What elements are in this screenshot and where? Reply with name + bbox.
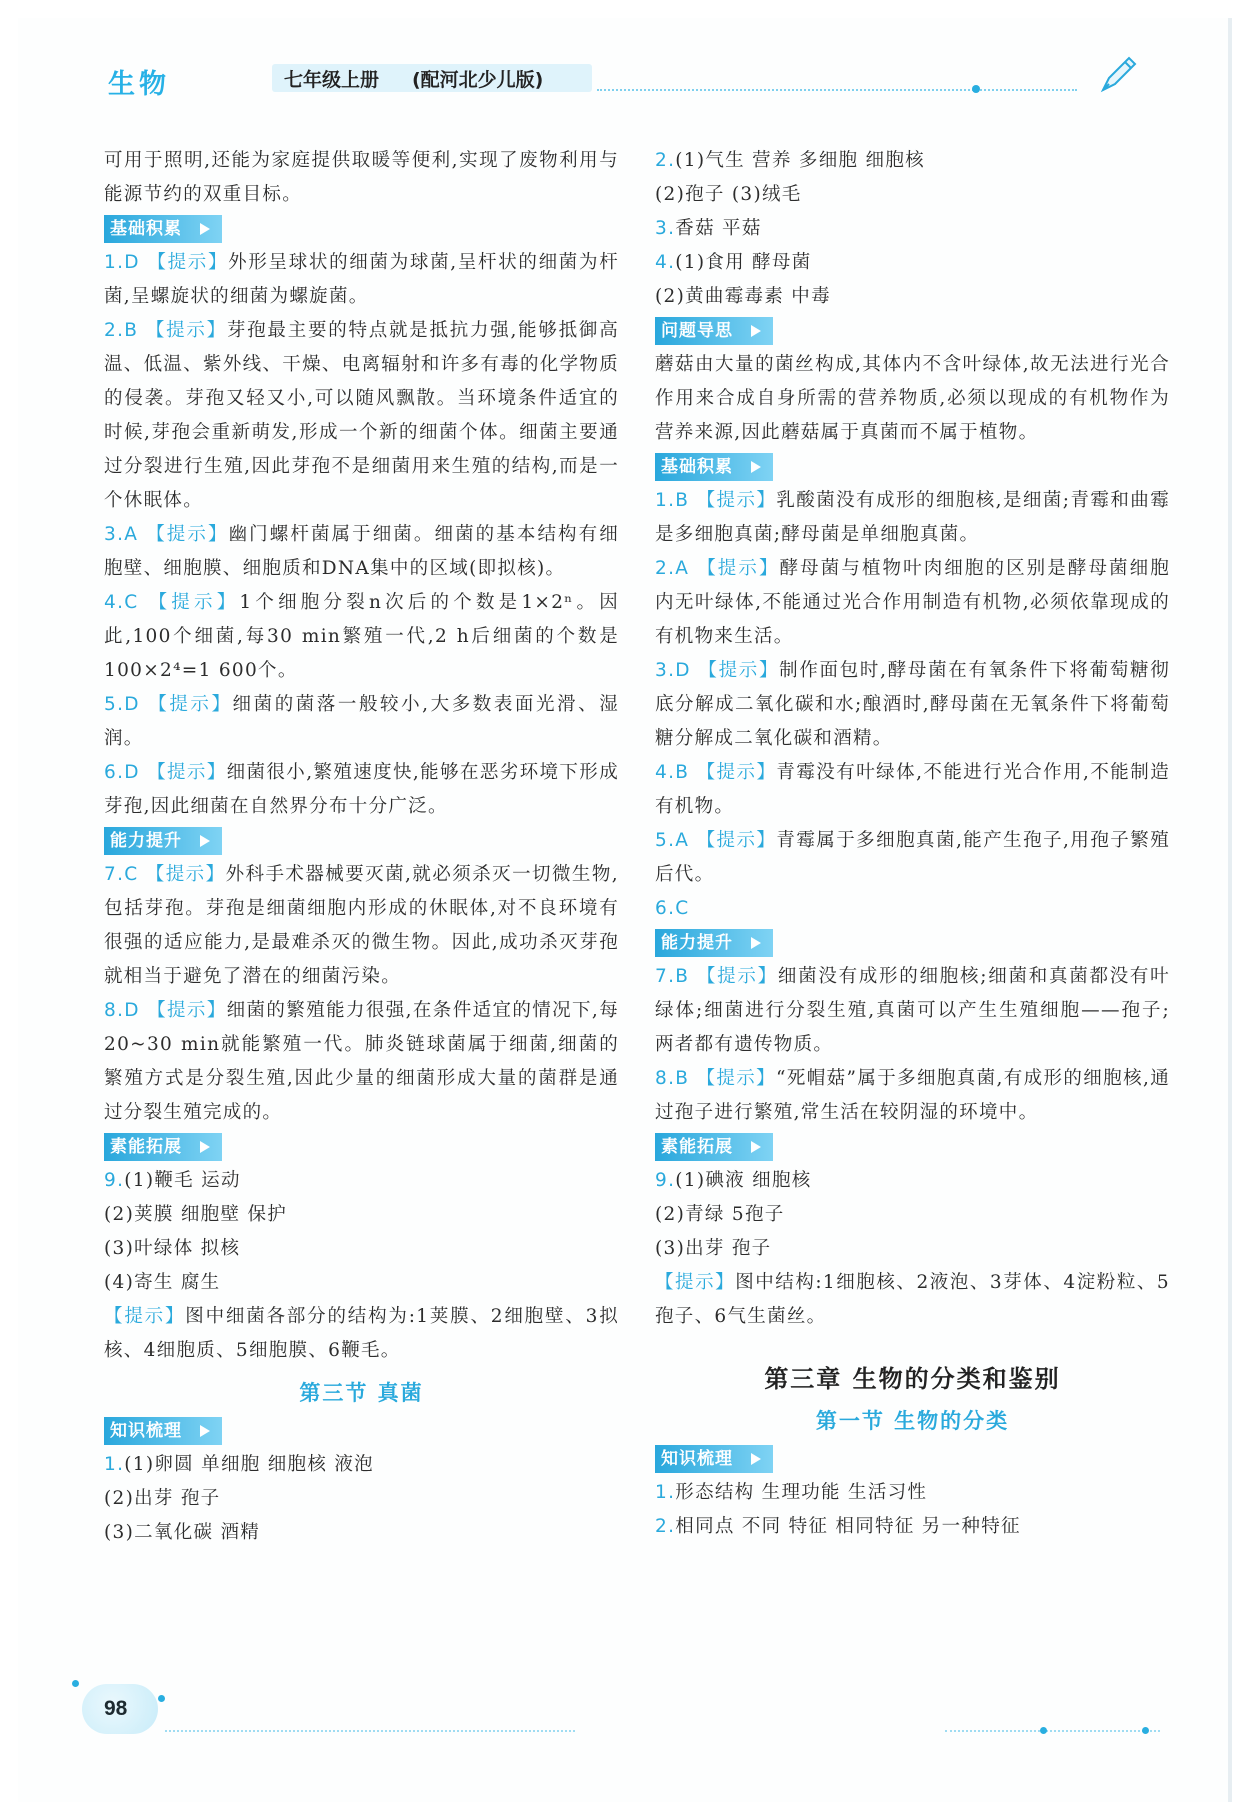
answer-number: 1.B (655, 490, 690, 511)
header-dot (972, 85, 980, 93)
answer-9-hint (655, 1266, 1170, 1334)
answer-text: 相同点 不同 特征 相同特征 另一种特征 (675, 1516, 1021, 1537)
knowledge-2b: (2)孢子 (3)绒毛 (655, 184, 802, 205)
hint-label: 【提示】 (146, 524, 229, 545)
decor-dot (1040, 1727, 1047, 1734)
answer-3 (655, 654, 1170, 756)
answer-text: 图中细菌各部分的结构为:1荚膜、2细胞壁、3拟核、4细胞质、5细胞膜、6鞭毛。 (104, 1306, 619, 1361)
answer-9-line-3: (3)出芽 孢子 (655, 1238, 772, 1259)
hint-label: 【提示】 (696, 1068, 777, 1089)
hint-label: 【提示】 (147, 762, 227, 783)
answer-text: 香菇 平菇 (675, 218, 762, 239)
section-title-classification: 第一节 生物的分类 (815, 1409, 1010, 1433)
section-tag-basic: 基础积累 (104, 215, 222, 243)
knowledge-1b: (2)出芽 孢子 (104, 1488, 221, 1509)
answer-6 (104, 756, 619, 824)
answer-number: 4.B (655, 762, 690, 783)
footer-divider-left (165, 1730, 575, 1732)
section-tag-basic: 基础积累 (655, 453, 773, 481)
answer-text: 细菌没有成形的细胞核;细菌和真菌都没有叶绿体;细菌进行分裂生殖,真菌可以产生生殖细胞——孢子;两者都有遗传物质。 (655, 966, 1170, 1055)
intro-paragraph: 可用于照明,还能为家庭提供取暖等便利,实现了废物利用与能源节约的双重目标。 (104, 150, 619, 205)
hint-label: 【提示】 (148, 694, 233, 715)
answer-text: “死帽菇”属于多细胞真菌,有成形的细胞核,通过孢子进行繁殖,常生活在较阴湿的环境中。 (655, 1068, 1171, 1123)
answer-number: 4.C (104, 592, 139, 613)
answer-number: 1. (104, 1454, 125, 1475)
answer-3 (104, 518, 619, 586)
hint-label: 【提示】 (147, 1000, 227, 1021)
answer-number: 6.D (104, 762, 140, 783)
knowledge-1c: (3)二氧化碳 酒精 (104, 1522, 261, 1543)
hint-label: 【提示】 (696, 490, 777, 511)
answer-number: 6.C (655, 898, 690, 919)
answer-9-hint (104, 1300, 619, 1368)
answer-text: 芽孢最主要的特点就是抵抗力强,能够抵御高温、低温、紫外线、干燥、电离辐射和许多有毒的化学物质的侵袭。芽孢又轻又小,可以随风飘散。当环境条件适宜的时候,芽孢会重新萌发,形成一个新的细菌个体。细菌主要通过分裂进行生殖,因此芽孢不是细菌用来生殖的结构,而是一个休眠体。 (104, 320, 619, 511)
decor-dot (158, 1695, 165, 1702)
subject-title: 生物 (108, 69, 170, 100)
answer-number: 2. (655, 150, 676, 171)
question-guide-text: 蘑菇由大量的菌丝构成,其体内不含叶绿体,故无法进行光合作用来合成自身所需的营养物质,必须以现成的有机物作为营养来源,因此蘑菇属于真菌而不属于植物。 (655, 354, 1170, 443)
answer-number: 3. (655, 218, 676, 239)
answer-text: (1)碘液 细胞核 (675, 1170, 812, 1191)
answer-text: 外形呈球状的细菌为球菌,呈杆状的细菌为杆菌,呈螺旋状的细菌为螺旋菌。 (104, 252, 619, 307)
hint-label: 【提示】 (697, 558, 780, 579)
answer-9-line-2: (2)青绿 5孢子 (655, 1204, 785, 1225)
section-tag-extension: 素能拓展 (655, 1133, 773, 1161)
section-tag-knowledge: 知识梳理 (104, 1417, 222, 1445)
answer-9-line-1 (104, 1164, 619, 1198)
section-tag-extension: 素能拓展 (104, 1133, 222, 1161)
answer-number: 2. (655, 1516, 676, 1537)
answer-9-line-4: (4)寄生 腐生 (104, 1272, 221, 1293)
answer-number: 9. (655, 1170, 676, 1191)
section-tag-question: 问题导思 (655, 317, 773, 345)
section-title-fungi: 第三节 真菌 (299, 1381, 424, 1405)
answer-text: 外科手术器械要灭菌,就必须杀灭一切微生物,包括芽孢。芽孢是细菌细胞内形成的休眠体,对不良环境有很强的适应能力,是最难杀灭的微生物。因此,成功杀灭芽孢就相当于避免了潜在的细菌污染。 (104, 864, 619, 987)
answer-text: 制作面包时,酵母菌在有氧条件下将葡萄糖彻底分解成二氧化碳和水;酿酒时,酵母菌在无氧条件下将葡萄糖分解成二氧化碳和酒精。 (655, 660, 1170, 749)
answer-text: 图中结构:1细胞核、2液泡、3芽体、4淀粉粒、5孢子、6气生菌丝。 (655, 1272, 1170, 1327)
answer-6 (655, 892, 1170, 926)
answer-7 (655, 960, 1170, 1062)
answer-number: 1. (655, 1482, 676, 1503)
answer-1 (655, 484, 1170, 552)
hint-label: 【提示】 (104, 1306, 186, 1327)
decor-dot (1142, 1727, 1149, 1734)
answer-text: 酵母菌与植物叶肉细胞的区别是酵母菌细胞内无叶绿体,不能通过光合作用制造有机物,必须依靠现成的有机物来生活。 (655, 558, 1171, 647)
page-number: 98 (104, 1697, 128, 1720)
answer-9-line-2: (2)荚膜 细胞壁 保护 (104, 1204, 288, 1225)
right-column (655, 144, 1170, 1544)
answer-text: 1个细胞分裂n次后的个数是1×2ⁿ。因此,100个细菌,每30 min繁殖一代,2 h后细菌的个数是100×2⁴=1 600个。 (104, 592, 619, 681)
answer-text: 细菌很小,繁殖速度快,能够在恶劣环境下形成芽孢,因此细菌在自然界分布十分广泛。 (104, 762, 619, 817)
answer-text: 青霉没有叶绿体,不能进行光合作用,不能制造有机物。 (655, 762, 1170, 817)
answer-text: 幽门螺杆菌属于细菌。细菌的基本结构有细胞壁、细胞膜、细胞质和DNA集中的区域(即拟核)。 (104, 524, 620, 579)
answer-number: 5.D (104, 694, 140, 715)
answer-number: 1.D (104, 252, 140, 273)
knowledge-2 (655, 1510, 1170, 1544)
answer-number: 9. (104, 1170, 125, 1191)
answer-text: 细菌的繁殖能力很强,在条件适宜的情况下,每20~30 min就能繁殖一代。肺炎链球菌属于细菌,细菌的繁殖方式是分裂生殖,因此少量的细菌形成大量的菌群是通过分裂生殖完成的。 (104, 1000, 619, 1123)
knowledge-4b: (2)黄曲霉毒素 中毒 (655, 286, 831, 307)
answer-5 (104, 688, 619, 756)
answer-9-line-3: (3)叶绿体 拟核 (104, 1238, 241, 1259)
decor-dot (72, 1680, 79, 1687)
section-tag-ability: 能力提升 (104, 827, 222, 855)
section-tag-ability: 能力提升 (655, 929, 773, 957)
answer-number: 4. (655, 252, 676, 273)
page-edge (1228, 18, 1232, 1802)
answer-number: 3.D (655, 660, 691, 681)
answer-2 (104, 314, 619, 518)
knowledge-2 (655, 144, 1170, 178)
left-column (104, 144, 619, 1550)
answer-number: 7.C (104, 864, 139, 885)
answer-text: 乳酸菌没有成形的细胞核,是细菌;青霉和曲霉是多细胞真菌;酵母菌是单细胞真菌。 (655, 490, 1171, 545)
answer-8 (104, 994, 619, 1130)
knowledge-4 (655, 246, 1170, 280)
answer-5 (655, 824, 1170, 892)
answer-number: 7.B (655, 966, 690, 987)
hint-label: 【提示】 (148, 592, 240, 613)
answer-text: 形态结构 生理功能 生活习性 (675, 1482, 928, 1503)
edition-label: (配河北少儿版) (412, 69, 544, 91)
hint-label: 【提示】 (698, 660, 780, 681)
answer-4 (655, 756, 1170, 824)
chapter-title: 第三章 生物的分类和鉴别 (764, 1364, 1061, 1393)
answer-number: 2.A (655, 558, 690, 579)
answer-text: (1)食用 酵母菌 (675, 252, 812, 273)
answer-number: 2.B (104, 320, 139, 341)
grade-label: 七年级上册 (284, 69, 380, 91)
answer-1 (104, 246, 619, 314)
answer-text: 细菌的菌落一般较小,大多数表面光滑、湿润。 (104, 694, 619, 749)
header-divider (597, 89, 1077, 91)
hint-label: 【提示】 (655, 1272, 736, 1293)
answer-number: 3.A (104, 524, 139, 545)
hint-label: 【提示】 (696, 830, 777, 851)
answer-number: 8.B (655, 1068, 690, 1089)
answer-7 (104, 858, 619, 994)
answer-2 (655, 552, 1170, 654)
answer-8 (655, 1062, 1170, 1130)
answer-9-line-1 (655, 1164, 1170, 1198)
hint-label: 【提示】 (696, 762, 777, 783)
answer-text: 青霉属于多细胞真菌,能产生孢子,用孢子繁殖后代。 (655, 830, 1170, 885)
answer-text: (1)气生 营养 多细胞 细胞核 (675, 150, 925, 171)
answer-text: (1)鞭毛 运动 (124, 1170, 241, 1191)
answer-4 (104, 586, 619, 688)
hint-label: 【提示】 (145, 864, 226, 885)
answer-number: 8.D (104, 1000, 140, 1021)
answer-number: 5.A (655, 830, 690, 851)
page-header (92, 52, 1152, 100)
knowledge-1 (655, 1476, 1170, 1510)
answer-text: (1)卵圆 单细胞 细胞核 液泡 (124, 1454, 374, 1475)
section-tag-knowledge: 知识梳理 (655, 1445, 773, 1473)
hint-label: 【提示】 (696, 966, 778, 987)
hint-label: 【提示】 (145, 320, 227, 341)
hint-label: 【提示】 (147, 252, 229, 273)
knowledge-3 (655, 212, 1170, 246)
pen-icon (1097, 52, 1141, 96)
knowledge-1 (104, 1448, 619, 1482)
footer-divider-right (945, 1730, 1160, 1732)
